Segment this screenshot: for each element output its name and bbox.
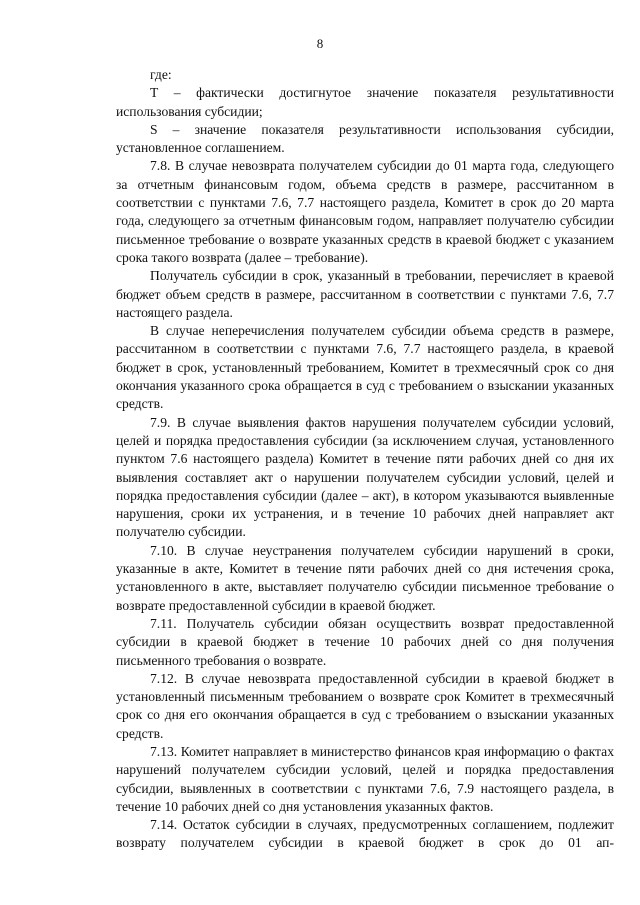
- page-number: 8: [316, 36, 324, 51]
- document-body: [116, 66, 614, 853]
- paragraph-recipient-transfer: Получатель субсидии в срок, указанный в требовании, перечисляет в краевой бюджет объем средств в размере, рассчитанном в соответствии с пунктами 7.6, 7.7 настоящего раздела.: [116, 268, 614, 320]
- paragraph-t-definition: T – фактически достигнутое значение показателя результативности использования субсидии;: [116, 85, 614, 119]
- paragraph-7-13: 7.13. Комитет направляет в министерство финансов края информацию о фактах нарушений получателем субсидии условий, целей и порядка предоставления субсидии, выявленных в соответствии с пунктами 7.6, 7.9 настоящего раздела, в течение 10 рабочих дней со дня установления указанных фактов.: [116, 743, 614, 814]
- paragraph-7-9: 7.9. В случае выявления фактов нарушения получателем субсидии условий, целей и порядка предоставления субсидии (за исключением случая, установленного пунктом 7.6 настоящего раздела) Комитет в течение пяти рабочих дней со дня их выявления составляет акт о нарушении получателем субсидии условий, целей и порядка предоставления субсидии (далее – акт), в котором указываются выявленные нарушения, сроки их устранения, и в течение 10 рабочих дней направляет акт получателю субсидии.: [116, 414, 614, 540]
- paragraph-7-12: 7.12. В случае невозврата предоставленной субсидии в краевой бюджет в установленный письменным требованием о возврате срок Комитет в трехмесячный срок со дня его окончания обращается в суд с требованием о взыскании указанных средств.: [116, 670, 614, 741]
- paragraph-7-10: 7.10. В случае неустранения получателем субсидии нарушений в сроки, указанные в акте, Комитет в течение пяти рабочих дней со дня истечения срока, установленного в акте, выставляет получателю субсидии письменное требование о возврате предоставленной субсидии в краевой бюджет.: [116, 542, 614, 613]
- paragraph-non-transfer: В случае неперечисления получателем субсидии объема средств в размере, рассчитанном в соответствии с пунктами 7.6, 7.7 настоящего раздела, в краевой бюджет в срок, установленный требованием, Комитет в трехмесячный срок со дня окончания указанного срока обращается в суд с требованием о взыскании указанных средств.: [116, 323, 614, 412]
- paragraph-s-definition: S – значение показателя результативности использования субсидии, установленное соглашением.: [116, 121, 614, 156]
- paragraph-7-11: 7.11. Получатель субсидии обязан осуществить возврат предоставленной субсидии в краевой бюджет в течение 10 рабочих дней со дня получения письменного требования о возврате.: [116, 615, 614, 668]
- paragraph-7-14: 7.14. Остаток субсидии в случаях, предусмотренных соглашением, подлежит возврату получателем субсидии в краевой бюджет в срок до 01 ап-: [116, 817, 614, 851]
- paragraph-where: где:: [150, 67, 172, 82]
- paragraph-7-8: 7.8. В случае невозврата получателем субсидии до 01 марта года, следующего за отчетным финансовым годом, объема средств в размере, рассчитанном в соответствии с пунктами 7.6, 7.7 настоящего раздела, Комитет в срок до 20 марта года, следующего за отчетным финансовым годом, направляет получателю субсидии письменное требование о возврате указанных средств в краевой бюджет с указанием срока такого возврата (далее – требование).: [116, 158, 614, 265]
